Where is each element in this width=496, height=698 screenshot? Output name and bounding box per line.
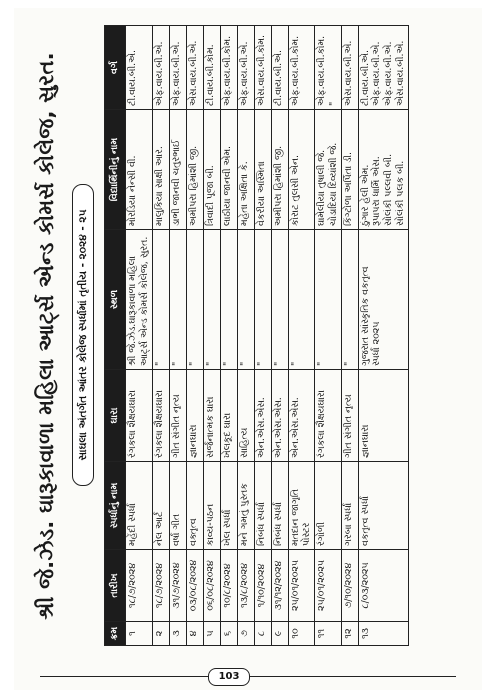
cell-venue: " <box>254 230 271 370</box>
table-row <box>254 26 271 646</box>
cell-stream: સર્જનાત્મક ઘારા <box>203 370 220 462</box>
cell-class: એફ.વાય.બી.કોમ. <box>220 26 237 110</box>
cell-class: ટી.વાય.બી.એ. એફ.વાય.બી.એ. એફ.વાય.બી.એ. એસ.વાય.બી.એ. <box>358 26 408 110</box>
table-row <box>186 26 203 646</box>
cell-class: એફ.વાય.બી.એ. <box>169 26 186 110</box>
competition-table <box>104 25 409 646</box>
cell-venue: શ્રી જે.ઝેડ.ઘારૂકાવાળા મહિલા આર્ટ્સ એન્ડ કોમર્સ કોલેજ, સુરત. <box>126 230 153 370</box>
cell-stream: ગીત સંગીત નૃત્ય <box>169 370 186 462</box>
cell-student: માલુકિયા સાક્ષી આર. <box>152 110 169 230</box>
table-row <box>315 26 342 646</box>
cell-no: ૬ <box>220 622 237 646</box>
cell-event: ખેલ સ્પર્ધા <box>220 462 237 550</box>
cell-date: ૩૧/૭/૨૦૨૪ <box>169 550 186 622</box>
cell-no: ૩ <box>169 622 186 646</box>
cell-date: ૭/૧૦/૨૦૨૪ <box>341 550 358 622</box>
cell-no: ૧૨ <box>341 622 358 646</box>
cell-stream: રંગકલા શૈક્ષયઘારા <box>152 370 169 462</box>
cell-venue: " <box>315 230 342 370</box>
cell-date: ૮/૦૩/૨૦૨૫ <box>358 550 408 622</box>
cell-date: ૨૫/૦૧/૨૦૨૫ <box>315 550 342 622</box>
cell-no: ૨ <box>152 622 169 646</box>
cell-venue: " <box>203 230 220 370</box>
cell-no: ૭ <box>237 622 254 646</box>
table-row <box>169 26 186 646</box>
page-title: શ્રી જે.ઝેડ. ઘારૂકાવાળા મહિલા આર્ટ્સ એન્ડ કોમર્સ કોલેજ, સુરત. <box>34 52 58 620</box>
cell-stream: રંગકલા શૈક્ષયઘારા <box>126 370 153 462</box>
cell-event: વકતૃત્વ સ્પર્ધા <box>358 462 408 550</box>
cell-student: મહેતા અક્ષિતા કે. <box>237 110 254 230</box>
cell-no: ૧૧ <box>315 622 342 646</box>
cell-event: કાવ્ય-પઠન <box>203 462 220 550</box>
cell-student: ડાભી જાનવી ચતુરભાઈ <box>169 110 186 230</box>
cell-class: એસ.વાય.બી.એ. <box>341 26 358 110</box>
cell-student: કોરાટ તુલસી એન. <box>288 110 315 230</box>
cell-venue: " <box>237 230 254 370</box>
cell-date: ૨૫/૦૧/૨૦૨૫ <box>288 550 315 622</box>
cell-date: ૦૬/૦૮/૨૦૨૪ <box>203 550 220 622</box>
cell-event: મહેંદી સ્પર્ધા <box>126 462 153 550</box>
cell-venue: " <box>341 230 358 370</box>
header-date: તારીખ <box>105 550 126 622</box>
cell-stream: ખેલકૂદ ઘારા <box>220 370 237 462</box>
header-student: વિદ્યાર્થિનીનું નામ <box>105 110 126 230</box>
cell-student: ઘામેલીયા તુષાલી જે. ચોડાદિયા દિવ્યાંશી જે. <box>315 110 342 230</box>
cell-class: ટી.વાય.બી.કોમ. <box>203 26 220 110</box>
header-stream: ઘારા <box>105 370 126 462</box>
table-header-row <box>105 26 126 646</box>
cell-venue: " <box>152 230 169 370</box>
cell-date: ૧૩/૮/૨૦૨૪ <box>237 550 254 622</box>
cell-no: ૧ <box>126 622 153 646</box>
cell-event: નેલ આર્ટ <box>152 462 169 550</box>
cell-stream: ગીત સંગીત નૃત્ય <box>341 370 358 462</box>
page-subtitle: સાઘલા અંતર્ગત આંતર કોલેજ સ્પર્ધામાં તૃતીય - ૨૦૨૪ - ૨૫ <box>72 184 94 486</box>
cell-event: નિબંધ સ્પર્ધા <box>271 462 288 550</box>
cell-date: ૦૩/૦૮/૨૦૨૪ <box>186 550 203 622</box>
cell-class: એફ.વાય.બી.એ. <box>237 26 254 110</box>
cell-venue: " <box>186 230 203 370</box>
cell-event: મતદાન જાગૃતિ પોસ્ટર <box>288 462 315 550</box>
cell-no: ૮ <box>254 622 271 646</box>
cell-no: ૧૦ <box>288 622 315 646</box>
cell-venue: " <box>220 230 237 370</box>
cell-venue: " <box>271 230 288 370</box>
cell-class: એફ.વાય.બી.કોમ. " <box>315 26 342 110</box>
cell-student: મોરડિયા નેન્સી વી. <box>126 110 153 230</box>
cell-stream: રંગકલા શૈક્ષયઘારા <box>315 370 342 462</box>
cell-stream: એન.એસ.એસ. <box>254 370 271 462</box>
header-no: ક્રમ <box>105 622 126 646</box>
table-row <box>152 26 169 646</box>
cell-event: વક્તૃત્વ <box>186 462 203 550</box>
cell-no: ૧૩ <box>358 622 408 646</box>
table-row <box>288 26 315 646</box>
cell-stream: સાહિત્ય <box>237 370 254 462</box>
cell-date: ૩૧/૧૨/૨૦૨૪ <box>271 550 288 622</box>
cell-stream: એન.એસ.એસ. <box>288 370 315 462</box>
cell-class: એફ.વાય.બી.કોમ. <box>288 26 315 110</box>
header-event: સ્પર્ધાનું નામ <box>105 462 126 550</box>
cell-event: રંગોળી <box>315 462 342 550</box>
cell-class: એસ.વાય.બી.એ. <box>186 26 203 110</box>
cell-student: ઠુંગાર હેલી એમ. રૂપાપરા ધાર્મિ એસ. સોલંકી પલ્લવી બી. સોલંકી પલક બી. <box>358 110 408 230</box>
table-row <box>126 26 153 646</box>
rotated-page-content <box>32 26 462 646</box>
cell-event: નિબંધ સ્પર્ધા <box>254 462 271 550</box>
table-row <box>358 26 408 646</box>
cell-event: વર્ષા ગીત <box>169 462 186 550</box>
cell-venue: ગુજરાત સાંસ્કૃતિક વકતૃત્વ સ્પર્ધા ૨૦૨૫ <box>358 230 408 370</box>
cell-class: ટી.વાય.બી.એ. <box>126 26 153 110</box>
header-class: વર્ગ <box>105 26 126 110</box>
cell-no: ૯ <box>271 622 288 646</box>
cell-student: કિંગ્ટોળા અર્પિતા ડી. <box>341 110 358 230</box>
cell-date: ૧/૧૦/૨૦૨૪ <box>254 550 271 622</box>
cell-stream: એન.એસ.એસ. <box>271 370 288 462</box>
cell-event: ગરબા સ્પર્ધા <box>341 462 358 550</box>
table-body <box>126 26 409 646</box>
cell-date: ૧૮/૭/૨૦૨૪ <box>126 550 153 622</box>
table-row <box>271 26 288 646</box>
cell-student: ત્રિવાદી પૂજા બી. <box>203 110 220 230</box>
table-row <box>237 26 254 646</box>
cell-stream: જ્ઞાનઘારા <box>358 370 408 462</box>
cell-student: લાઠીયા જાનવી એમ. <box>220 110 237 230</box>
cell-no: ૫ <box>203 622 220 646</box>
table-row <box>203 26 220 646</box>
cell-date: ૧૮/૭/૨૦૨૪ <box>152 550 169 622</box>
cell-venue: " <box>288 230 315 370</box>
cell-student: અમીપરા હિમાંશી જી. <box>186 110 203 230</box>
cell-venue: " <box>169 230 186 370</box>
header-venue: સ્થળ <box>105 230 126 370</box>
cell-student: અમીપરા હિમાંશી જી. <box>271 110 288 230</box>
cell-student: વેકરીયા અસ્મિતા <box>254 110 271 230</box>
cell-event: મને ગમતું પુસ્તક <box>237 462 254 550</box>
table-row <box>341 26 358 646</box>
cell-stream: જ્ઞાનઘારા <box>186 370 203 462</box>
cell-class: એફ.વાય.બી.એ. <box>152 26 169 110</box>
page-number: 103 <box>208 668 250 686</box>
table-row <box>220 26 237 646</box>
cell-date: ૧૦/૮/૨૦૨૪ <box>220 550 237 622</box>
cell-class: એસ.વાય.બી.કોમ. <box>254 26 271 110</box>
cell-class: ટી.વાય.બી.એ. <box>271 26 288 110</box>
cell-no: ૪ <box>186 622 203 646</box>
